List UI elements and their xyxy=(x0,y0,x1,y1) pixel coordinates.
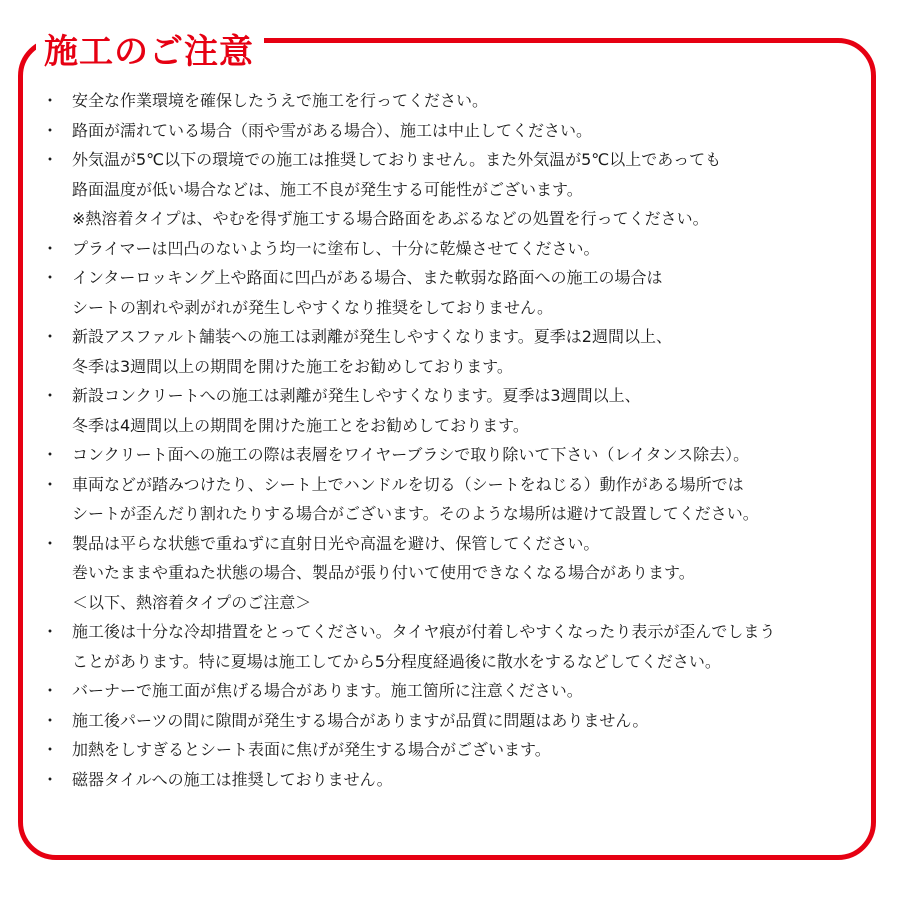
caution-item xyxy=(42,322,872,381)
caution-item-line: 安全な作業環境を確保したうえで施工を行ってください。 xyxy=(72,91,489,110)
bullet-icon: ・ xyxy=(42,327,59,346)
bullet-icon: ・ xyxy=(42,533,59,553)
caution-item-line: ※熱溶着タイプは、やむを得ず施工する場合路面をあぶるなどの処置を行ってください。 xyxy=(72,209,709,228)
caution-item-line: バーナーで施工面が焦げる場合があります。施工箇所に注意ください。 xyxy=(72,681,583,700)
caution-item-line: 冬季は3週間以上の期間を開けた施工をお勧めしております。 xyxy=(72,356,513,376)
caution-item-line: ことがあります。特に夏場は施工してから5分程度経過後に散水をするなどしてください。 xyxy=(72,651,721,671)
caution-item xyxy=(42,263,872,322)
bullet-icon: ・ xyxy=(42,268,59,287)
caution-item-line: 新設コンクリートへの施工は剥離が発生しやすくなります。夏季は3週間以上、 xyxy=(72,386,641,405)
bullet-icon: ・ xyxy=(42,710,59,730)
caution-item xyxy=(42,86,872,116)
caution-item-line: プライマーは凹凸のないよう均一に塗布し、十分に乾燥させてください。 xyxy=(72,238,600,258)
bullet-icon: ・ xyxy=(42,622,59,641)
caution-item-line: 新設アスファルト舗装への施工は剥離が発生しやすくなります。夏季は2週間以上、 xyxy=(72,327,672,346)
caution-item-line: 製品は平らな状態で重ねずに直射日光や高温を避け、保管してください。 xyxy=(72,533,600,553)
bullet-icon: ・ xyxy=(42,150,59,169)
caution-item xyxy=(42,765,872,795)
caution-item xyxy=(42,735,872,765)
caution-item xyxy=(42,440,872,470)
title-container xyxy=(36,30,264,74)
caution-list xyxy=(42,86,872,794)
caution-item-line: 加熱をしすぎるとシート表面に焦げが発生する場合がございます。 xyxy=(72,740,551,759)
bullet-icon: ・ xyxy=(42,681,59,700)
caution-item-line: 車両などが踏みつけたり、シート上でハンドルを切る（シートをねじる）動作がある場所では xyxy=(72,474,744,494)
caution-item-line: 冬季は4週間以上の期間を開けた施工とをお勧めしております。 xyxy=(72,415,529,435)
bullet-icon: ・ xyxy=(42,769,59,789)
caution-item xyxy=(42,529,872,618)
bullet-icon: ・ xyxy=(42,474,59,494)
caution-item xyxy=(42,381,872,440)
caution-item xyxy=(42,470,872,529)
page-title: 施工のご注意 xyxy=(44,32,254,72)
caution-item-line: 路面が濡れている場合（雨や雪がある場合）、施工は中止してください。 xyxy=(72,120,593,140)
bullet-icon: ・ xyxy=(42,120,59,140)
caution-item xyxy=(42,617,872,676)
caution-item xyxy=(42,676,872,706)
caution-item-line: シートの割れや剥がれが発生しやすくなり推奨をしておりません。 xyxy=(72,297,553,317)
bullet-icon: ・ xyxy=(42,386,59,405)
caution-item-line: 施工後は十分な冷却措置をとってください。タイヤ痕が付着しやすくなったり表示が歪んでしまう xyxy=(72,622,776,641)
bullet-icon: ・ xyxy=(42,740,59,759)
caution-item-line: ＜以下、熱溶着タイプのご注意＞ xyxy=(72,592,312,612)
bullet-icon: ・ xyxy=(42,91,59,110)
caution-item-line: 路面温度が低い場合などは、施工不良が発生する可能性がございます。 xyxy=(72,179,583,199)
caution-item-line: 巻いたままや重ねた状態の場合、製品が張り付いて使用できなくなる場合があります。 xyxy=(72,563,695,582)
caution-item-line: 外気温が5℃以下の環境での施工は推奨しておりません。また外気温が5℃以上であっても xyxy=(72,150,722,169)
caution-item xyxy=(42,116,872,146)
caution-item-line: コンクリート面への施工の際は表層をワイヤーブラシで取り除いて下さい（レイタンス除去）。 xyxy=(72,445,750,464)
bullet-icon: ・ xyxy=(42,238,59,258)
caution-item-line: シートが歪んだり割れたりする場合がございます。そのような場所は避けて設置してください。 xyxy=(72,504,759,523)
caution-item-line: インターロッキング上や路面に凹凸がある場合、また軟弱な路面への施工の場合は xyxy=(72,268,663,287)
caution-item-line: 磁器タイルへの施工は推奨しておりません。 xyxy=(72,769,393,789)
caution-item xyxy=(42,234,872,264)
caution-item-line: 施工後パーツの間に隙間が発生する場合がありますが品質に問題はありません。 xyxy=(72,710,649,730)
bullet-icon: ・ xyxy=(42,445,59,464)
caution-item xyxy=(42,706,872,736)
caution-item xyxy=(42,145,872,234)
